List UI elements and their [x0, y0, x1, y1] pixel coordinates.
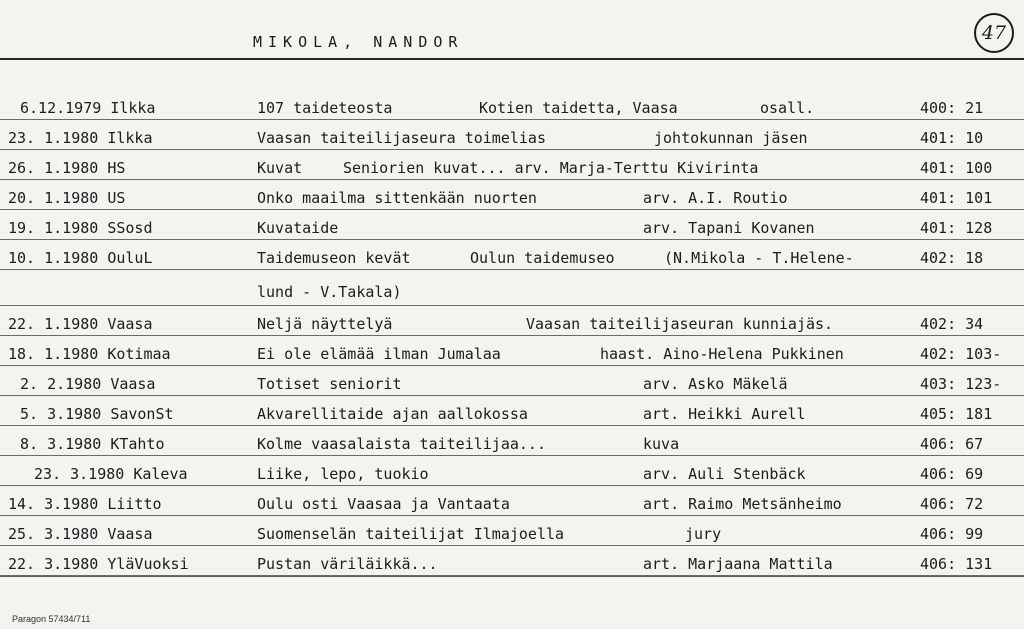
row-title: Kuvataide [257, 219, 339, 237]
row-ref: 406: 72 [920, 495, 984, 513]
row-ref: 402: 18 [920, 249, 984, 267]
row-date-source: 20. 1.1980 US [8, 189, 126, 207]
row-title: lund - V.Takala) [257, 283, 402, 301]
row-note: art. Heikki Aurell [643, 405, 806, 423]
card-row [0, 306, 1024, 336]
row-date-source: 22. 1.1980 Vaasa [8, 315, 153, 333]
row-note: jury [685, 525, 722, 543]
row-ref: 401: 128 [920, 219, 993, 237]
row-note: johtokunnan jäsen [654, 129, 808, 147]
row-title: Liike, lepo, tuokio [257, 465, 429, 483]
row-title: Oulu osti Vaasaa ja Vantaata [257, 495, 510, 513]
card-row [0, 150, 1024, 180]
row-date-source: 18. 1.1980 Kotimaa [8, 345, 171, 363]
card-row [0, 336, 1024, 366]
row-title: Pustan väriläikkä... [257, 555, 438, 573]
header-rule [0, 58, 1024, 60]
row-title: Taidemuseon kevät [257, 249, 411, 267]
card-row [0, 120, 1024, 150]
row-note: art. Raimo Metsänheimo [643, 495, 842, 513]
card-row [0, 426, 1024, 456]
row-note: arv. A.I. Routio [643, 189, 788, 207]
row-title: Akvarellitaide ajan aallokossa [257, 405, 528, 423]
row-note: Oulun taidemuseo [470, 249, 615, 267]
row-note: Kotien taidetta, Vaasa [479, 99, 678, 117]
card-row-continuation [0, 270, 1024, 306]
row-ref: 406: 69 [920, 465, 984, 483]
row-note: arv. Tapani Kovanen [643, 219, 815, 237]
card-row [0, 396, 1024, 426]
row-ref: 402: 103- [920, 345, 1002, 363]
row-ref: 402: 34 [920, 315, 984, 333]
row-date-source: 23. 1.1980 Ilkka [8, 129, 153, 147]
row-title: Ei ole elämää ilman Jumalaa [257, 345, 501, 363]
row-title: Onko maailma sittenkään nuorten [257, 189, 537, 207]
row-title: Totiset seniorit [257, 375, 402, 393]
row-date-source: 22. 3.1980 YläVuoksi [8, 555, 189, 573]
card-row [0, 546, 1024, 576]
card-row [0, 486, 1024, 516]
row-title: Suomenselän taiteilijat Ilmajoella [257, 525, 565, 543]
row-title: Kolme vaasalaista taiteilijaa... [257, 435, 546, 453]
row-ref: 401: 10 [920, 129, 984, 147]
card-row [0, 456, 1024, 486]
row-note: Seniorien kuvat... arv. Marja-Terttu Kivirinta [343, 159, 759, 177]
row-ref: 400: 21 [920, 99, 984, 117]
row-ref: 406: 67 [920, 435, 984, 453]
card-row [0, 90, 1024, 120]
card-row [0, 180, 1024, 210]
row-date-source: 19. 1.1980 SSosd [8, 219, 153, 237]
row-title: Kuvat [257, 159, 303, 177]
row-date-source: 2. 2.1980 Vaasa [20, 375, 156, 393]
card-name: MIKOLA, NANDOR [253, 33, 464, 51]
card-row [0, 240, 1024, 270]
row-date-source: 6.12.1979 Ilkka [20, 99, 156, 117]
card-row [0, 210, 1024, 240]
row-date-source: 14. 3.1980 Liitto [8, 495, 162, 513]
row-date-source: 10. 1.1980 OuluL [8, 249, 153, 267]
row-title: Neljä näyttelyä [257, 315, 393, 333]
card-row [0, 366, 1024, 396]
row-title: Vaasan taiteilijaseura toimelias [257, 129, 546, 147]
row-date-source: 25. 3.1980 Vaasa [8, 525, 153, 543]
row-note: arv. Asko Mäkelä [643, 375, 788, 393]
row-ref: 401: 100 [920, 159, 993, 177]
card-number: 47 [974, 13, 1014, 53]
row-note: haast. Aino-Helena Pukkinen [600, 345, 844, 363]
row-note-2: osall. [760, 99, 815, 117]
bottom-rule [0, 576, 1024, 577]
row-date-source: 26. 1.1980 HS [8, 159, 126, 177]
row-ref: 406: 131 [920, 555, 993, 573]
row-date-source: 23. 3.1980 Kaleva [34, 465, 188, 483]
row-date-source: 8. 3.1980 KTahto [20, 435, 165, 453]
row-ref: 406: 99 [920, 525, 984, 543]
row-note-2: (N.Mikola - T.Helene- [664, 249, 854, 267]
row-note: kuva [643, 435, 680, 453]
row-note: arv. Auli Stenbäck [643, 465, 806, 483]
row-note: art. Marjaana Mattila [643, 555, 833, 573]
row-date-source: 5. 3.1980 SavonSt [20, 405, 174, 423]
card-row [0, 516, 1024, 546]
card-footer: Paragon 57434/711 [12, 614, 91, 624]
row-ref: 403: 123- [920, 375, 1002, 393]
row-title: 107 taideteosta [257, 99, 393, 117]
row-ref: 401: 101 [920, 189, 993, 207]
row-note: Vaasan taiteilijaseuran kunniajäs. [526, 315, 834, 333]
row-ref: 405: 181 [920, 405, 993, 423]
